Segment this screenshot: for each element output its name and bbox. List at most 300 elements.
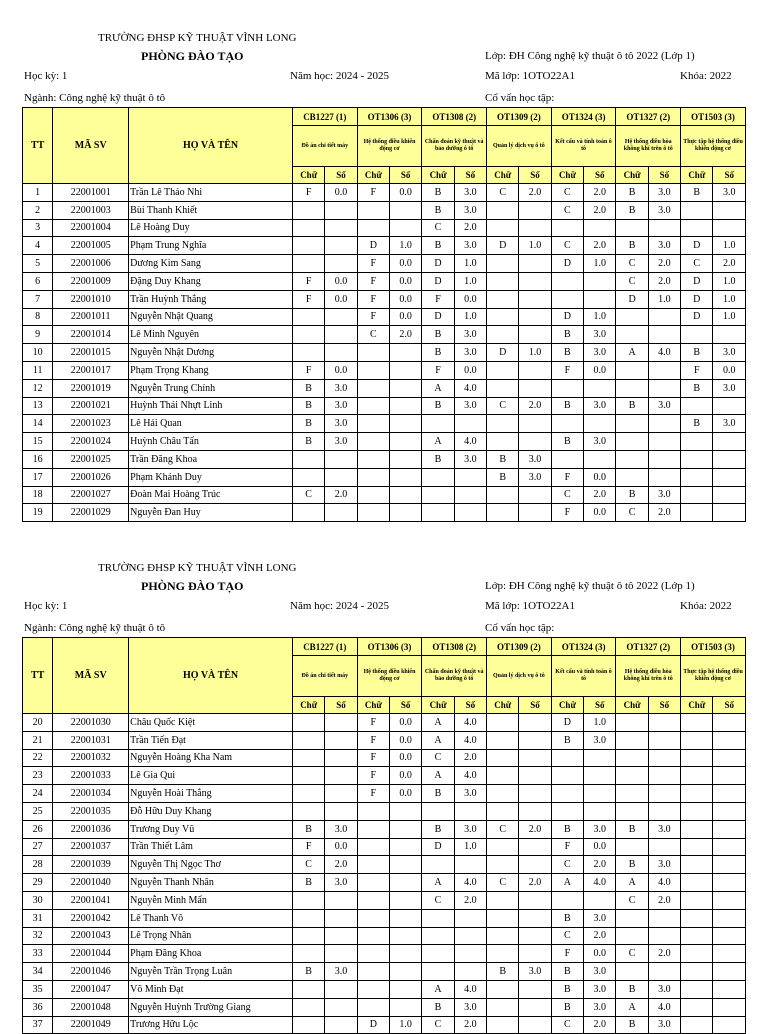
letter-grade: B [422, 344, 454, 362]
number-grade [390, 486, 422, 504]
letter-grade [551, 290, 583, 308]
number-grade: 3.0 [325, 397, 357, 415]
number-grade [713, 820, 746, 838]
student-id: 22001014 [53, 326, 129, 344]
sub-header-letter: Chữ [681, 167, 713, 184]
number-grade [713, 714, 746, 732]
number-grade: 0.0 [390, 767, 422, 785]
table-row [23, 344, 746, 362]
number-grade: 3.0 [519, 450, 551, 468]
table-row [23, 415, 746, 433]
row-number: 3 [23, 219, 53, 237]
letter-grade: B [292, 379, 324, 397]
letter-grade [292, 201, 324, 219]
letter-grade [422, 802, 454, 820]
letter-grade [681, 963, 713, 981]
sub-header-number: Số [325, 167, 357, 184]
major: Ngành: Công nghệ kỹ thuật ô tô [24, 92, 166, 104]
letter-grade: B [422, 998, 454, 1016]
table-row [23, 714, 746, 732]
letter-grade [357, 379, 389, 397]
table-row [23, 237, 746, 255]
course-code: OT1309 (2) [487, 108, 552, 126]
table-row [23, 998, 746, 1016]
letter-grade [681, 450, 713, 468]
row-number: 32 [23, 927, 53, 945]
table-row [23, 255, 746, 273]
letter-grade [357, 980, 389, 998]
number-grade: 0.0 [584, 361, 616, 379]
letter-grade [616, 219, 648, 237]
number-grade: 4.0 [454, 433, 486, 451]
semester: Học kỳ: 1 [24, 600, 68, 612]
letter-grade [487, 945, 519, 963]
letter-grade: D [487, 344, 519, 362]
number-grade: 3.0 [648, 201, 680, 219]
letter-grade [292, 504, 324, 522]
table-row [23, 909, 746, 927]
letter-grade: A [422, 980, 454, 998]
class-label: Lớp: ĐH Công nghệ kỹ thuật ô tô 2022 (Lớp 1) [485, 580, 695, 592]
letter-grade [292, 237, 324, 255]
number-grade: 3.0 [648, 397, 680, 415]
letter-grade [681, 397, 713, 415]
student-id: 22001010 [53, 290, 129, 308]
letter-grade [551, 891, 583, 909]
letter-grade: B [616, 397, 648, 415]
number-grade [325, 927, 357, 945]
letter-grade: C [681, 255, 713, 273]
number-grade [713, 909, 746, 927]
student-id: 22001027 [53, 486, 129, 504]
number-grade [390, 504, 422, 522]
number-grade: 0.0 [390, 255, 422, 273]
school-name: TRƯỜNG ĐHSP KỸ THUẬT VĨNH LONG [98, 562, 297, 574]
course-name: Kết cấu và tính toán ô tô [551, 656, 616, 697]
number-grade: 1.0 [713, 237, 746, 255]
row-number: 7 [23, 290, 53, 308]
student-name: Nguyễn Hoài Thắng [129, 785, 293, 803]
student-name: Lê Gia Qui [129, 767, 293, 785]
number-grade [713, 856, 746, 874]
number-grade: 2.0 [584, 237, 616, 255]
letter-grade: F [357, 749, 389, 767]
number-grade [519, 891, 551, 909]
number-grade: 0.0 [390, 272, 422, 290]
number-grade [519, 927, 551, 945]
letter-grade: F [357, 308, 389, 326]
department-name: PHÒNG ĐÀO TẠO [141, 579, 244, 593]
number-grade: 1.0 [648, 290, 680, 308]
number-grade: 1.0 [584, 255, 616, 273]
class-code: Mã lớp: 1OTO22A1 [485, 600, 575, 612]
number-grade: 2.0 [454, 749, 486, 767]
number-grade: 2.0 [584, 1016, 616, 1034]
letter-grade: B [551, 980, 583, 998]
letter-grade: D [551, 714, 583, 732]
letter-grade: B [422, 820, 454, 838]
number-grade: 2.0 [648, 891, 680, 909]
number-grade: 3.0 [584, 980, 616, 998]
letter-grade: B [616, 237, 648, 255]
col-header-tt: TT [23, 108, 53, 184]
student-name: Nguyễn Nhật Dương [129, 344, 293, 362]
letter-grade [487, 272, 519, 290]
letter-grade [357, 504, 389, 522]
letter-grade [681, 201, 713, 219]
letter-grade: F [357, 785, 389, 803]
letter-grade: C [551, 486, 583, 504]
letter-grade [487, 201, 519, 219]
row-number: 24 [23, 785, 53, 803]
course-name: Đồ án chi tiết máy [292, 126, 357, 167]
letter-grade: C [487, 874, 519, 892]
number-grade: 2.0 [519, 874, 551, 892]
row-number: 31 [23, 909, 53, 927]
number-grade: 1.0 [390, 1016, 422, 1034]
letter-grade [487, 361, 519, 379]
number-grade [454, 486, 486, 504]
letter-grade [422, 468, 454, 486]
number-grade [713, 433, 746, 451]
number-grade [713, 468, 746, 486]
course-code: OT1308 (2) [422, 638, 487, 656]
number-grade [519, 838, 551, 856]
student-id: 22001034 [53, 785, 129, 803]
student-name: Lê Minh Nguyên [129, 326, 293, 344]
number-grade [713, 945, 746, 963]
letter-grade [357, 856, 389, 874]
course-name: Hệ thống điều hòa không khí trên ô tô [616, 126, 681, 167]
number-grade [325, 802, 357, 820]
number-grade [390, 219, 422, 237]
student-name: Nguyễn Huỳnh Trường Giang [129, 998, 293, 1016]
course-code: OT1306 (3) [357, 638, 422, 656]
letter-grade: B [422, 450, 454, 468]
number-grade: 0.0 [390, 731, 422, 749]
number-grade [713, 785, 746, 803]
number-grade: 3.0 [454, 820, 486, 838]
letter-grade [681, 433, 713, 451]
cohort: Khóa: 2022 [680, 70, 732, 82]
number-grade: 3.0 [454, 785, 486, 803]
number-grade: 3.0 [584, 731, 616, 749]
number-grade: 3.0 [454, 201, 486, 219]
student-name: Lê Hoàng Duy [129, 219, 293, 237]
row-number: 9 [23, 326, 53, 344]
number-grade: 1.0 [713, 290, 746, 308]
number-grade [648, 731, 680, 749]
number-grade: 1.0 [713, 308, 746, 326]
row-number: 19 [23, 504, 53, 522]
number-grade [713, 731, 746, 749]
student-id: 22001006 [53, 255, 129, 273]
letter-grade [616, 802, 648, 820]
sub-header-letter: Chữ [487, 697, 519, 714]
row-number: 33 [23, 945, 53, 963]
number-grade [390, 980, 422, 998]
number-grade: 4.0 [454, 980, 486, 998]
number-grade [713, 749, 746, 767]
number-grade: 3.0 [584, 998, 616, 1016]
number-grade [325, 344, 357, 362]
letter-grade: C [292, 486, 324, 504]
number-grade: 3.0 [454, 184, 486, 202]
letter-grade: B [616, 184, 648, 202]
row-number: 30 [23, 891, 53, 909]
row-number: 34 [23, 963, 53, 981]
row-number: 8 [23, 308, 53, 326]
number-grade [390, 450, 422, 468]
course-code: CB1227 (1) [292, 108, 357, 126]
letter-grade: A [616, 344, 648, 362]
number-grade: 4.0 [454, 714, 486, 732]
letter-grade: A [422, 379, 454, 397]
table-row [23, 927, 746, 945]
number-grade: 0.0 [325, 272, 357, 290]
letter-grade: B [681, 379, 713, 397]
course-name: Chẩn đoán kỹ thuật và bảo dưỡng ô tô [422, 656, 487, 697]
student-id: 22001036 [53, 820, 129, 838]
letter-grade [292, 891, 324, 909]
student-id: 22001024 [53, 433, 129, 451]
number-grade [519, 1016, 551, 1034]
letter-grade [551, 767, 583, 785]
number-grade: 3.0 [648, 980, 680, 998]
letter-grade [616, 379, 648, 397]
course-code: OT1327 (2) [616, 108, 681, 126]
number-grade [648, 468, 680, 486]
row-number: 1 [23, 184, 53, 202]
number-grade: 0.0 [584, 838, 616, 856]
letter-grade: D [681, 290, 713, 308]
number-grade [325, 909, 357, 927]
letter-grade: B [551, 820, 583, 838]
number-grade: 2.0 [325, 856, 357, 874]
number-grade: 3.0 [454, 998, 486, 1016]
letter-grade: B [551, 998, 583, 1016]
letter-grade: B [292, 433, 324, 451]
letter-grade [551, 450, 583, 468]
row-number: 6 [23, 272, 53, 290]
number-grade: 0.0 [325, 184, 357, 202]
row-number: 20 [23, 714, 53, 732]
student-id: 22001043 [53, 927, 129, 945]
number-grade [648, 767, 680, 785]
number-grade [390, 998, 422, 1016]
course-code: OT1324 (3) [551, 638, 616, 656]
number-grade [390, 415, 422, 433]
row-number: 21 [23, 731, 53, 749]
letter-grade: B [681, 344, 713, 362]
row-number: 26 [23, 820, 53, 838]
number-grade [390, 361, 422, 379]
student-id: 22001023 [53, 415, 129, 433]
table-row [23, 290, 746, 308]
number-grade [713, 486, 746, 504]
letter-grade [357, 219, 389, 237]
letter-grade [422, 963, 454, 981]
advisor: Cố vấn học tập: [485, 622, 555, 634]
number-grade: 1.0 [519, 344, 551, 362]
letter-grade: C [616, 504, 648, 522]
number-grade [519, 749, 551, 767]
table-row [23, 963, 746, 981]
number-grade: 3.0 [519, 963, 551, 981]
student-name: Trần Đăng Khoa [129, 450, 293, 468]
number-grade [454, 468, 486, 486]
letter-grade [487, 802, 519, 820]
letter-grade: F [422, 290, 454, 308]
grade-table [22, 637, 746, 1034]
letter-grade [681, 891, 713, 909]
department-name: PHÒNG ĐÀO TẠO [141, 49, 244, 63]
letter-grade: A [422, 731, 454, 749]
grade-table [22, 107, 746, 522]
student-id: 22001041 [53, 891, 129, 909]
number-grade: 1.0 [390, 237, 422, 255]
student-name: Phạm Khánh Duy [129, 468, 293, 486]
letter-grade [422, 927, 454, 945]
number-grade [584, 450, 616, 468]
letter-grade: F [551, 361, 583, 379]
letter-grade [487, 998, 519, 1016]
student-id: 22001039 [53, 856, 129, 874]
letter-grade [681, 980, 713, 998]
letter-grade [292, 326, 324, 344]
number-grade: 3.0 [325, 415, 357, 433]
table-row [23, 767, 746, 785]
number-grade: 2.0 [584, 201, 616, 219]
letter-grade: F [357, 714, 389, 732]
letter-grade [292, 219, 324, 237]
letter-grade [487, 980, 519, 998]
letter-grade: A [616, 998, 648, 1016]
number-grade [648, 433, 680, 451]
letter-grade: B [422, 201, 454, 219]
letter-grade [487, 504, 519, 522]
number-grade [325, 891, 357, 909]
number-grade: 2.0 [454, 891, 486, 909]
letter-grade [357, 344, 389, 362]
number-grade [519, 290, 551, 308]
letter-grade [681, 504, 713, 522]
number-grade [648, 909, 680, 927]
sub-header-letter: Chữ [681, 697, 713, 714]
student-name: Phạm Trọng Khang [129, 361, 293, 379]
letter-grade: B [487, 468, 519, 486]
letter-grade: B [616, 820, 648, 838]
number-grade [325, 714, 357, 732]
number-grade [519, 945, 551, 963]
letter-grade: A [422, 714, 454, 732]
number-grade: 1.0 [454, 838, 486, 856]
letter-grade [616, 767, 648, 785]
student-id: 22001042 [53, 909, 129, 927]
letter-grade: F [292, 838, 324, 856]
student-id: 22001025 [53, 450, 129, 468]
number-grade: 2.0 [584, 856, 616, 874]
student-name: Nguyễn Trung Chính [129, 379, 293, 397]
table-row [23, 468, 746, 486]
semester: Học kỳ: 1 [24, 70, 68, 82]
number-grade [325, 219, 357, 237]
course-name: Hệ thống điều khiển động cơ [357, 126, 422, 167]
letter-grade [487, 486, 519, 504]
letter-grade: C [616, 945, 648, 963]
letter-grade [487, 714, 519, 732]
letter-grade [616, 927, 648, 945]
number-grade [325, 201, 357, 219]
student-id: 22001009 [53, 272, 129, 290]
letter-grade [487, 749, 519, 767]
letter-grade: D [357, 237, 389, 255]
letter-grade [422, 415, 454, 433]
table-row [23, 219, 746, 237]
number-grade [325, 767, 357, 785]
number-grade: 2.0 [713, 255, 746, 273]
letter-grade: F [292, 361, 324, 379]
number-grade [390, 433, 422, 451]
row-number: 15 [23, 433, 53, 451]
number-grade [584, 379, 616, 397]
student-name: Nguyễn Thanh Nhân [129, 874, 293, 892]
number-grade [519, 998, 551, 1016]
course-name: Kết cấu và tính toán ô tô [551, 126, 616, 167]
number-grade [390, 397, 422, 415]
letter-grade [357, 486, 389, 504]
number-grade [325, 237, 357, 255]
number-grade: 0.0 [325, 361, 357, 379]
letter-grade: F [357, 767, 389, 785]
letter-grade [292, 909, 324, 927]
letter-grade: C [551, 184, 583, 202]
student-name: Lê Thanh Vô [129, 909, 293, 927]
letter-grade [616, 415, 648, 433]
course-name: Quản lý dịch vụ ô tô [487, 656, 552, 697]
number-grade [325, 308, 357, 326]
number-grade: 3.0 [584, 344, 616, 362]
number-grade: 3.0 [584, 963, 616, 981]
letter-grade [681, 927, 713, 945]
cohort: Khóa: 2022 [680, 600, 732, 612]
number-grade: 3.0 [713, 184, 746, 202]
row-number: 35 [23, 980, 53, 998]
row-number: 22 [23, 749, 53, 767]
number-grade [713, 874, 746, 892]
sub-header-letter: Chữ [551, 167, 583, 184]
sub-header-letter: Chữ [357, 167, 389, 184]
student-name: Trần Thiết Lâm [129, 838, 293, 856]
row-number: 36 [23, 998, 53, 1016]
number-grade [454, 945, 486, 963]
sub-header-number: Số [454, 167, 486, 184]
letter-grade [551, 379, 583, 397]
letter-grade [292, 308, 324, 326]
number-grade: 4.0 [454, 731, 486, 749]
letter-grade [487, 856, 519, 874]
number-grade [325, 731, 357, 749]
number-grade: 0.0 [390, 785, 422, 803]
number-grade [713, 980, 746, 998]
letter-grade [292, 1016, 324, 1034]
student-id: 22001015 [53, 344, 129, 362]
number-grade [648, 379, 680, 397]
letter-grade: B [616, 486, 648, 504]
sub-header-number: Số [648, 697, 680, 714]
letter-grade [292, 927, 324, 945]
student-id: 22001019 [53, 379, 129, 397]
